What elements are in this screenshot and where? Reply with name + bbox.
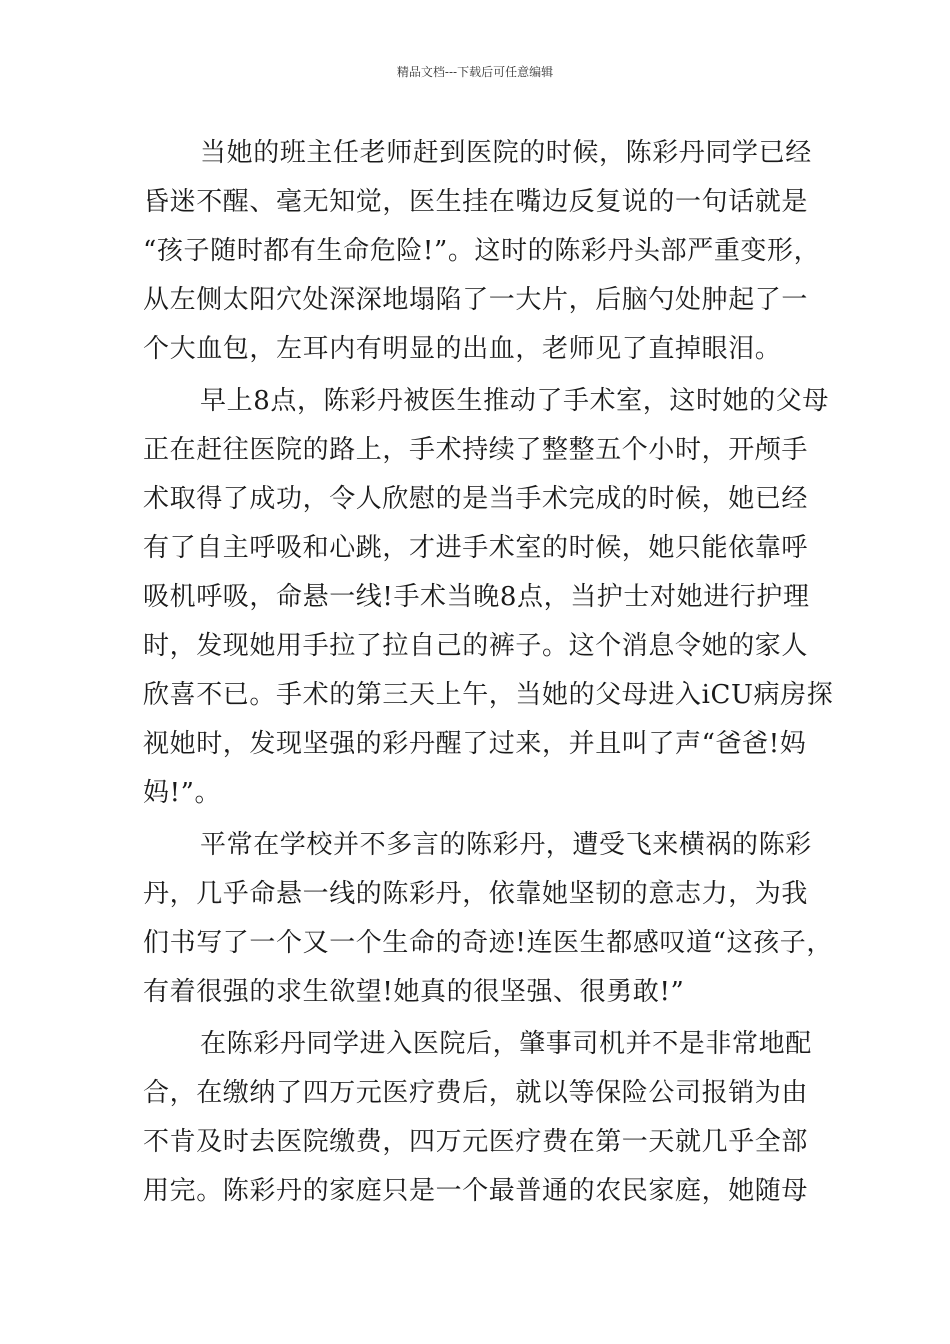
- text-line: 平常在学校并不多言的陈彩丹，遭受飞来横祸的陈彩: [200, 830, 812, 860]
- paragraph: [143, 1021, 828, 1217]
- text-line: 丹，几乎命悬一线的陈彩丹，依靠她坚韧的意志力，为我: [143, 879, 809, 909]
- text-line: “孩子随时都有生命危险!”。这时的陈彩丹头部严重变形，: [143, 236, 821, 266]
- text-line: 正在赶往医院的路上，手术持续了整整五个小时，开颅手: [143, 435, 809, 465]
- text-line: 从左侧太阳穴处深深地塌陷了一大片，后脑勺处肿起了一: [143, 285, 809, 315]
- text-line: 时，发现她用手拉了拉自己的裤子。这个消息令她的家人: [143, 631, 809, 661]
- text-line: 当她的班主任老师赶到医院的时候，陈彩丹同学已经: [200, 138, 812, 168]
- document-body: [143, 130, 834, 1217]
- text-line: 们书写了一个又一个生命的奇迹!连医生都感叹道“这孩子，: [143, 928, 833, 958]
- text-line: 个大血包，左耳内有明显的出血，老师见了直掉眼泪。: [143, 334, 782, 364]
- text-line: 不肯及时去医院缴费，四万元医疗费在第一天就几乎全部: [143, 1127, 809, 1157]
- text-line: 合，在缴纳了四万元医疗费后，就以等保险公司报销为由: [143, 1078, 809, 1108]
- text-line: 吸机呼吸，命悬一线!手术当晚8点，当护士对她进行护理: [143, 582, 810, 612]
- text-line: 欣喜不已。手术的第三天上午，当她的父母进入iCU病房探: [143, 680, 834, 710]
- paragraph: [143, 378, 834, 819]
- text-line: 在陈彩丹同学进入医院后，肇事司机并不是非常地配: [200, 1029, 812, 1059]
- text-line: 用完。陈彩丹的家庭只是一个最普通的农民家庭，她随母: [143, 1176, 809, 1206]
- text-line: 昏迷不醒、毫无知觉，医生挂在嘴边反复说的一句话就是: [143, 187, 809, 217]
- paragraph: [143, 822, 833, 1018]
- page-header: 精品文档---下载后可任意编辑: [396, 65, 554, 79]
- text-line: 早上8点，陈彩丹被医生推动了手术室，这时她的父母: [200, 386, 829, 416]
- text-line: 有着很强的求生欲望!她真的很坚强、很勇敢!”: [143, 977, 685, 1007]
- text-line: 有了自主呼吸和心跳，才进手术室的时候，她只能依靠呼: [143, 533, 809, 563]
- text-line: 术取得了成功，令人欣慰的是当手术完成的时候，她已经: [143, 484, 809, 514]
- paragraph: [143, 130, 828, 375]
- text-line: 妈!”。: [143, 778, 222, 808]
- text-line: 视她时，发现坚强的彩丹醒了过来，并且叫了声“爸爸!妈: [143, 729, 807, 759]
